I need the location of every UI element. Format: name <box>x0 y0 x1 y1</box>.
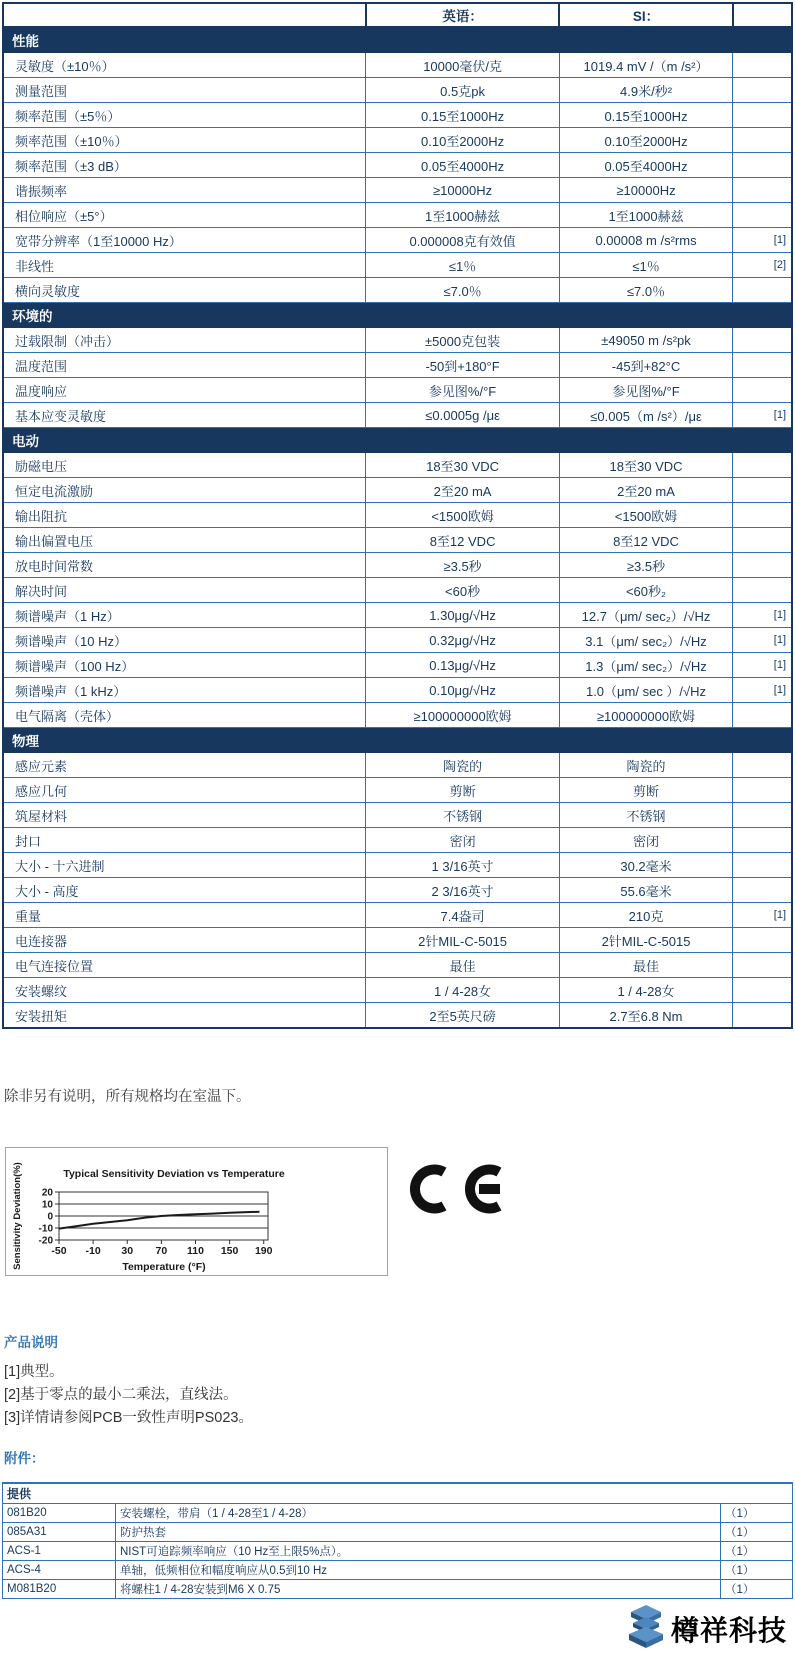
spec-label: 大小 - 高度 <box>3 878 366 903</box>
accessory-description: NIST可追踪频率响应（10 Hz至上限5%点）。 <box>116 1542 721 1561</box>
accessory-quantity: （1） <box>720 1523 792 1542</box>
spec-row <box>3 578 792 603</box>
spec-label: 电连接器 <box>3 928 366 953</box>
spec-si-value: 8至12 VDC <box>559 528 733 553</box>
spec-si-value: 2.7至6.8 Nm <box>559 1003 733 1029</box>
spec-footnote-ref <box>733 828 792 853</box>
spec-english-value: ≤1％ <box>366 253 559 278</box>
spec-si-value: 1019.4 mV /（m /s²） <box>559 53 733 78</box>
spec-footnote-ref: [1] <box>733 628 792 653</box>
spec-si-value: 12.7（μm/ sec₂）/√Hz <box>559 603 733 628</box>
spec-si-value: 55.6毫米 <box>559 878 733 903</box>
spec-footnote-ref: [1] <box>733 903 792 928</box>
room-temperature-note: 除非另有说明，所有规格均在室温下。 <box>4 1089 251 1105</box>
si-column-header: SI： <box>559 3 733 27</box>
spec-label: 频谱噪声（1 Hz） <box>3 603 366 628</box>
spec-label: 筑屋材料 <box>3 803 366 828</box>
spec-si-value: 1至1000赫兹 <box>559 203 733 228</box>
spec-row <box>3 628 792 653</box>
spec-row <box>3 328 792 353</box>
section-header-row <box>3 428 792 453</box>
accessories-header-row <box>3 1483 793 1504</box>
y-tick-label: 10 <box>41 1199 53 1211</box>
spec-footnote-ref <box>733 528 792 553</box>
spec-label: 放电时间常数 <box>3 553 366 578</box>
spec-english-value: 1 3/16英寸 <box>366 853 559 878</box>
spec-english-value: ±5000克包装 <box>366 328 559 353</box>
accessory-row <box>3 1561 793 1580</box>
spec-footnote-ref <box>733 803 792 828</box>
spec-row <box>3 203 792 228</box>
spec-si-value: 3.1（μm/ sec₂）/√Hz <box>559 628 733 653</box>
spec-english-value: 剪断 <box>366 778 559 803</box>
spec-row <box>3 678 792 703</box>
spec-footnote-ref: [1] <box>733 678 792 703</box>
spec-footnote-ref: [2] <box>733 253 792 278</box>
accessory-description: 安装螺栓，带肩（1 / 4-28至1 / 4-28） <box>116 1504 721 1523</box>
spec-english-value: 不锈钢 <box>366 803 559 828</box>
spec-footnote-ref <box>733 978 792 1003</box>
spec-si-value: ≤0.005（m /s²）/με <box>559 403 733 428</box>
product-notes-list <box>4 1361 795 1430</box>
accessory-model: ACS-4 <box>3 1561 116 1580</box>
spec-row <box>3 53 792 78</box>
spec-footnote-ref <box>733 353 792 378</box>
section-header-row <box>3 303 792 328</box>
spec-label: 频谱噪声（100 Hz） <box>3 653 366 678</box>
spec-label: 解决时间 <box>3 578 366 603</box>
spec-label: 基本应变灵敏度 <box>3 403 366 428</box>
spec-row <box>3 703 792 728</box>
spec-label: 励磁电压 <box>3 453 366 478</box>
spec-row <box>3 553 792 578</box>
accessory-model: 081B20 <box>3 1504 116 1523</box>
y-tick-label: 0 <box>47 1211 53 1223</box>
chart-canvas <box>6 1148 387 1275</box>
spec-label: 宽带分辨率（1至10000 Hz） <box>3 228 366 253</box>
spec-label: 横向灵敏度 <box>3 278 366 303</box>
spec-english-value: 0.13μg/√Hz <box>366 653 559 678</box>
spec-english-value: 2至20 mA <box>366 478 559 503</box>
x-tick-label: -10 <box>85 1245 101 1257</box>
spec-english-value: 18至30 VDC <box>366 453 559 478</box>
spec-row <box>3 228 792 253</box>
spec-english-value: 10000毫伏/克 <box>366 53 559 78</box>
spec-si-value: 210克 <box>559 903 733 928</box>
chart-title: Typical Sensitivity Deviation vs Temperature <box>63 1168 285 1180</box>
spec-row <box>3 503 792 528</box>
spec-english-value: 陶瓷的 <box>366 753 559 778</box>
spec-row <box>3 953 792 978</box>
spec-english-value: 1至1000赫兹 <box>366 203 559 228</box>
spec-footnote-ref <box>733 703 792 728</box>
x-tick-label: 70 <box>155 1245 168 1257</box>
spec-si-value: ≤7.0％ <box>559 278 733 303</box>
spec-footnote-ref <box>733 78 792 103</box>
spec-footnote-ref <box>733 478 792 503</box>
spec-row <box>3 853 792 878</box>
spec-si-value: 最佳 <box>559 953 733 978</box>
spec-english-value: 0.10至2000Hz <box>366 128 559 153</box>
spec-si-value: 2至20 mA <box>559 478 733 503</box>
corner-cell <box>3 3 366 27</box>
spec-si-value: 0.05至4000Hz <box>559 153 733 178</box>
spec-row <box>3 603 792 628</box>
y-tick-label: -20 <box>38 1235 53 1247</box>
spec-si-value: 1.3（μm/ sec₂）/√Hz <box>559 653 733 678</box>
spec-label: 感应元素 <box>3 753 366 778</box>
spec-si-value: ≥100000000欧姆 <box>559 703 733 728</box>
spec-si-value: 参见图%/°F <box>559 378 733 403</box>
x-tick-label: 190 <box>254 1245 273 1257</box>
spec-footnote-ref <box>733 203 792 228</box>
accessories-title: 附件： <box>4 1451 45 1466</box>
spec-english-value: 2至5英尺磅 <box>366 1003 559 1029</box>
spec-footnote-ref <box>733 53 792 78</box>
section-header-row <box>3 27 792 53</box>
spec-footnote-ref <box>733 128 792 153</box>
accessory-model: ACS-1 <box>3 1542 116 1561</box>
spec-si-value: 4.9米/秒² <box>559 78 733 103</box>
spec-si-value: 1 / 4-28女 <box>559 978 733 1003</box>
spec-english-value: 8至12 VDC <box>366 528 559 553</box>
product-note: [3]详情请参阅PCB一致性声明PS023。 <box>4 1410 253 1426</box>
spec-row <box>3 978 792 1003</box>
spec-label: 温度响应 <box>3 378 366 403</box>
spec-label: 重量 <box>3 903 366 928</box>
spec-footnote-ref <box>733 553 792 578</box>
accessory-quantity: （1） <box>720 1542 792 1561</box>
spec-row <box>3 78 792 103</box>
spec-english-value: 参见图%/°F <box>366 378 559 403</box>
spec-footnote-ref: [1] <box>733 603 792 628</box>
accessory-row <box>3 1523 793 1542</box>
section-title: 电动 <box>3 428 792 453</box>
spec-si-value: ≤1％ <box>559 253 733 278</box>
chart-ylabel: Sensitivity Deviation(%) <box>12 1162 23 1270</box>
logo-cubes-icon <box>623 1603 669 1654</box>
logo-company-name: 樽祥科技 <box>670 1615 787 1647</box>
spec-row <box>3 178 792 203</box>
spec-row <box>3 403 792 428</box>
column-header-row <box>3 3 792 27</box>
spec-row <box>3 1003 792 1029</box>
spec-label: 相位响应（±5°） <box>3 203 366 228</box>
spec-english-value: ≥100000000欧姆 <box>366 703 559 728</box>
x-tick-label: 110 <box>187 1245 204 1257</box>
spec-row <box>3 128 792 153</box>
spec-footnote-ref <box>733 778 792 803</box>
spec-footnote-ref: [1] <box>733 228 792 253</box>
spec-label: 频谱噪声（10 Hz） <box>3 628 366 653</box>
spec-label: 频率范围（±5％） <box>3 103 366 128</box>
spec-row <box>3 903 792 928</box>
spec-english-value: 1 / 4-28女 <box>366 978 559 1003</box>
spec-english-value: 0.32μg/√Hz <box>366 628 559 653</box>
spec-row <box>3 753 792 778</box>
section-header-row <box>3 728 792 753</box>
spec-si-value: ≥10000Hz <box>559 178 733 203</box>
spec-row <box>3 103 792 128</box>
spec-label: 过载限制（冲击） <box>3 328 366 353</box>
spec-si-value: ≥3.5秒 <box>559 553 733 578</box>
spec-english-value: 1.30μg/√Hz <box>366 603 559 628</box>
spec-footnote-ref <box>733 853 792 878</box>
y-tick-label: 20 <box>41 1187 53 1199</box>
spec-english-value: 7.4盎司 <box>366 903 559 928</box>
spec-label: 安装扭矩 <box>3 1003 366 1029</box>
spec-row <box>3 653 792 678</box>
company-logo <box>0 1603 795 1654</box>
spec-row <box>3 528 792 553</box>
spec-label: 感应几何 <box>3 778 366 803</box>
spec-row <box>3 378 792 403</box>
spec-label: 输出偏置电压 <box>3 528 366 553</box>
spec-si-value: 0.00008 m /s²rms <box>559 228 733 253</box>
spec-row <box>3 803 792 828</box>
spec-row <box>3 878 792 903</box>
spec-row <box>3 778 792 803</box>
ce-mark-icon <box>404 1163 508 1220</box>
y-tick-label: -10 <box>38 1223 53 1235</box>
spec-label: 频率范围（±10％） <box>3 128 366 153</box>
spec-si-value: 不锈钢 <box>559 803 733 828</box>
spec-english-value: ≥10000Hz <box>366 178 559 203</box>
chart-and-ce-row <box>0 1147 795 1277</box>
spec-label: 谐振频率 <box>3 178 366 203</box>
accessory-row <box>3 1580 793 1599</box>
spec-footnote-ref <box>733 1003 792 1029</box>
spec-si-value: 1.0（μm/ sec ）/√Hz <box>559 678 733 703</box>
product-notes-title: 产品说明 <box>4 1335 58 1350</box>
spec-label: 安装螺纹 <box>3 978 366 1003</box>
spec-row <box>3 353 792 378</box>
product-note: [1]典型。 <box>4 1364 64 1380</box>
spec-label: 大小 - 十六进制 <box>3 853 366 878</box>
spec-footnote-ref <box>733 328 792 353</box>
spec-row <box>3 278 792 303</box>
spec-label: 电气隔离（壳体） <box>3 703 366 728</box>
spec-si-value: 剪断 <box>559 778 733 803</box>
spec-footnote-ref <box>733 878 792 903</box>
spec-label: 封口 <box>3 828 366 853</box>
product-note: [2]基于零点的最小二乘法，直线法。 <box>4 1387 238 1403</box>
spec-footnote-ref <box>733 928 792 953</box>
spec-label: 灵敏度（±10％） <box>3 53 366 78</box>
spec-si-value: <1500欧姆 <box>559 503 733 528</box>
note-column-header <box>733 3 792 27</box>
spec-row <box>3 253 792 278</box>
spec-si-value: 0.15至1000Hz <box>559 103 733 128</box>
section-title: 物理 <box>3 728 792 753</box>
spec-english-value: 0.10μg/√Hz <box>366 678 559 703</box>
spec-footnote-ref <box>733 103 792 128</box>
spec-label: 恒定电流激励 <box>3 478 366 503</box>
spec-english-value: 0.15至1000Hz <box>366 103 559 128</box>
accessory-row <box>3 1542 793 1561</box>
spec-english-value: 0.5克pk <box>366 78 559 103</box>
spec-si-value: 2针MIL-C-5015 <box>559 928 733 953</box>
spec-si-value: -45到+82°C <box>559 353 733 378</box>
accessory-description: 防护热套 <box>116 1523 721 1542</box>
spec-footnote-ref <box>733 153 792 178</box>
spec-english-value: <1500欧姆 <box>366 503 559 528</box>
spec-footnote-ref <box>733 503 792 528</box>
spec-si-value: <60秒₂ <box>559 578 733 603</box>
spec-row <box>3 453 792 478</box>
spec-footnote-ref <box>733 378 792 403</box>
spec-footnote-ref <box>733 453 792 478</box>
x-tick-label: -50 <box>51 1245 67 1257</box>
spec-si-value: 30.2毫米 <box>559 853 733 878</box>
spec-english-value: ≥3.5秒 <box>366 553 559 578</box>
section-title: 性能 <box>3 27 792 53</box>
accessory-model: M081B20 <box>3 1580 116 1599</box>
spec-english-value: 0.05至4000Hz <box>366 153 559 178</box>
accessory-description: 单轴，低频相位和幅度响应从0.5到10 Hz <box>116 1561 721 1580</box>
spec-label: 输出阻抗 <box>3 503 366 528</box>
spec-english-value: 2 3/16英寸 <box>366 878 559 903</box>
accessories-header: 提供 <box>3 1483 793 1504</box>
spec-row <box>3 828 792 853</box>
spec-footnote-ref <box>733 753 792 778</box>
spec-english-value: 0.000008克有效值 <box>366 228 559 253</box>
spec-footnote-ref: [1] <box>733 403 792 428</box>
accessories-table <box>2 1482 793 1599</box>
spec-label: 测量范围 <box>3 78 366 103</box>
spec-footnote-ref <box>733 953 792 978</box>
spec-footnote-ref <box>733 578 792 603</box>
spec-label: 电气连接位置 <box>3 953 366 978</box>
x-tick-label: 30 <box>121 1245 134 1257</box>
spec-english-value: 密闭 <box>366 828 559 853</box>
spec-footnote-ref <box>733 278 792 303</box>
spec-english-value: -50到+180°F <box>366 353 559 378</box>
x-tick-label: 150 <box>220 1245 239 1257</box>
spec-si-value: 密闭 <box>559 828 733 853</box>
spec-label: 非线性 <box>3 253 366 278</box>
spec-table <box>2 2 793 1029</box>
accessory-row <box>3 1504 793 1523</box>
chart-line <box>59 1212 259 1229</box>
spec-row <box>3 153 792 178</box>
spec-row <box>3 928 792 953</box>
accessory-quantity: （1） <box>720 1504 792 1523</box>
accessory-quantity: （1） <box>720 1580 792 1599</box>
sensitivity-deviation-chart <box>5 1147 388 1276</box>
spec-si-value: 18至30 VDC <box>559 453 733 478</box>
spec-english-value: <60秒 <box>366 578 559 603</box>
spec-footnote-ref <box>733 178 792 203</box>
accessory-quantity: （1） <box>720 1561 792 1580</box>
spec-label: 频谱噪声（1 kHz） <box>3 678 366 703</box>
spec-english-value: 2针MIL-C-5015 <box>366 928 559 953</box>
accessory-model: 085A31 <box>3 1523 116 1542</box>
chart-xlabel: Temperature (°F) <box>122 1261 206 1273</box>
spec-footnote-ref: [1] <box>733 653 792 678</box>
spec-si-value: 0.10至2000Hz <box>559 128 733 153</box>
spec-label: 频率范围（±3 dB） <box>3 153 366 178</box>
accessories-table-body <box>3 1483 793 1599</box>
spec-si-value: ±49050 m /s²pk <box>559 328 733 353</box>
spec-label: 温度范围 <box>3 353 366 378</box>
spec-english-value: 最佳 <box>366 953 559 978</box>
spec-english-value: ≤0.0005g /με <box>366 403 559 428</box>
accessory-description: 将螺柱1 / 4-28安装到M6 X 0.75 <box>116 1580 721 1599</box>
spec-english-value: ≤7.0％ <box>366 278 559 303</box>
section-title: 环境的 <box>3 303 792 328</box>
english-column-header: 英语： <box>366 3 559 27</box>
spec-si-value: 陶瓷的 <box>559 753 733 778</box>
spec-table-body <box>3 3 792 1028</box>
spec-row <box>3 478 792 503</box>
